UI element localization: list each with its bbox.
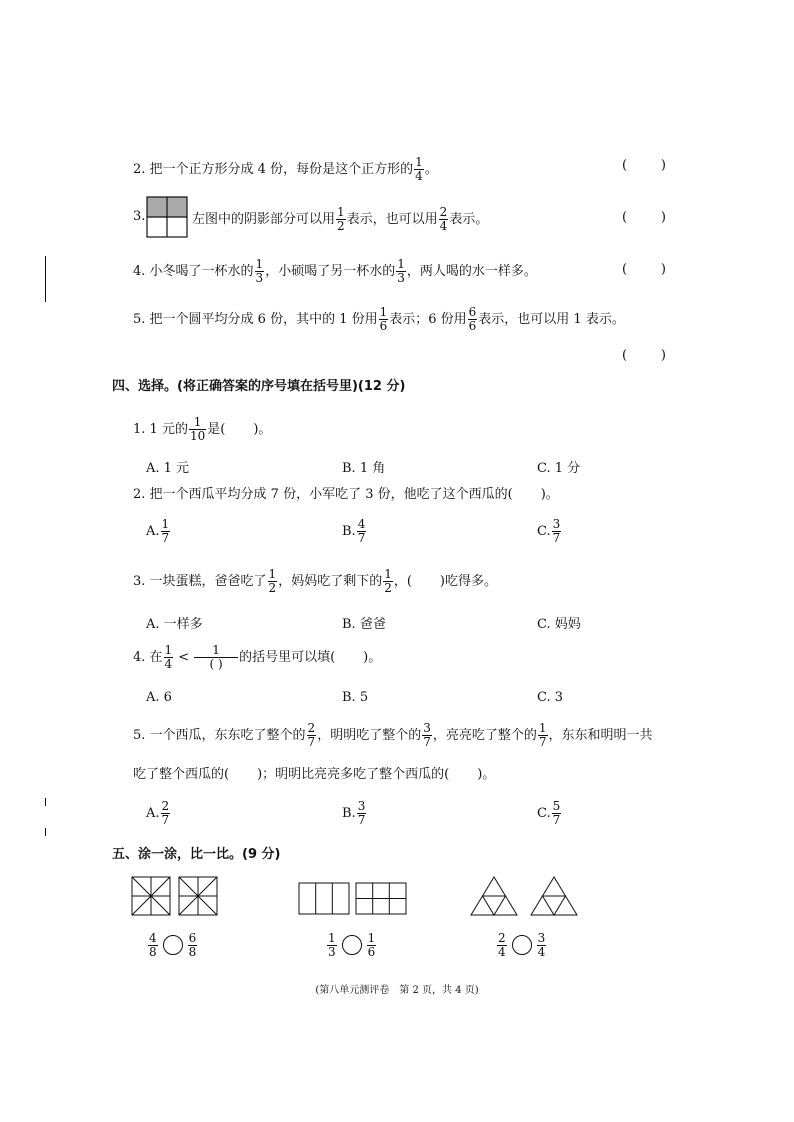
page-footer: (第八单元测评卷 第 2 页，共 4 页) <box>315 985 479 996</box>
option-a[interactable]: A. 6 <box>146 690 172 705</box>
answer-parens[interactable]: ( ) <box>622 348 666 363</box>
section-heading-paint: 五、涂一涂，比一比。(9 分) <box>112 847 281 862</box>
judge-question-3: 3. <box>133 209 146 224</box>
option-b[interactable]: B. 1 角 <box>342 461 386 476</box>
option-b[interactable]: B. $\frac{4}{7}$ <box>342 517 366 545</box>
fraction: $\frac{1}{4}$ <box>164 643 173 671</box>
answer-parens[interactable]: ( ) <box>622 158 666 173</box>
fraction: $\frac{1}{( )}$ <box>194 644 238 670</box>
option-b[interactable]: B. $\frac{3}{7}$ <box>342 799 366 827</box>
judge-question-2: 2. 把一个正方形分成 4 份，每份是这个正方形的 $\frac{1}{4}$ 。 <box>133 155 438 183</box>
option-c[interactable]: C. 妈妈 <box>537 617 581 632</box>
shaded-square-figure <box>146 196 188 238</box>
fraction: $\frac{3}{7}$ <box>423 721 431 749</box>
triangle-quarters-figures[interactable] <box>470 876 580 916</box>
comparison-2: $\frac{1}{3}$ $\frac{1}{6}$ <box>328 931 376 959</box>
option-b[interactable]: B. 5 <box>342 690 369 705</box>
option-b[interactable]: B. 爸爸 <box>342 617 386 632</box>
compare-circle[interactable] <box>512 935 532 955</box>
option-c[interactable]: C. 3 <box>537 690 564 705</box>
option-a[interactable]: A. 1 元 <box>146 461 190 476</box>
choice-question-4: 4. 在 $\frac{1}{4}$ < $\frac{1}{( )}$ 的括号里可以填( )。 <box>133 643 382 671</box>
fraction: $\frac{1}{6}$ <box>379 305 388 333</box>
choice-question-5-line-2: 吃了整个西瓜的( )；明明比亮亮多吃了整个西瓜的( )。 <box>133 767 496 782</box>
option-a[interactable]: A. 一样多 <box>146 617 203 632</box>
judge-question-5: 5. 把一个圆平均分成 6 份，其中的 1 份用 $\frac{1}{6}$ 表示；6 份用 $\frac{6}{6}$ 表示，也可以用 1 表示。 <box>133 305 625 333</box>
square-eighths-figures[interactable] <box>131 876 219 916</box>
judge-question-4: 4. 小冬喝了一杯水的 $\frac{1}{3}$ ，小硕喝了另一杯水的 $\frac{1}{3}$ ，两人喝的水一样多。 <box>133 257 537 285</box>
fraction: $\frac{1}{2}$ <box>268 567 277 595</box>
choice-question-2: 2. 把一个西瓜平均分成 7 份，小军吃了 3 份，他吃了这个西瓜的( )。 <box>133 487 559 502</box>
option-a[interactable]: A. $\frac{2}{7}$ <box>146 799 170 827</box>
comparison-3: $\frac{2}{4}$ $\frac{3}{4}$ <box>498 931 546 959</box>
answer-parens[interactable]: ( ) <box>622 210 666 225</box>
margin-mark <box>45 256 46 302</box>
answer-parens[interactable]: ( ) <box>622 262 666 277</box>
compare-circle[interactable] <box>342 935 362 955</box>
fraction: $\frac{1}{7}$ <box>538 721 547 749</box>
option-c[interactable]: C. $\frac{5}{7}$ <box>537 799 561 827</box>
rectangle-thirds-sixths-figures[interactable] <box>298 882 408 916</box>
fraction: $\frac{2}{4}$ <box>439 205 448 233</box>
margin-mark <box>45 798 46 806</box>
fraction: $\frac{1}{4}$ <box>415 155 423 183</box>
section-heading-choice: 四、选择。(将正确答案的序号填在括号里)(12 分) <box>112 379 406 394</box>
choice-question-3: 3. 一块蛋糕，爸爸吃了 $\frac{1}{2}$ ，妈妈吃了剩下的 $\frac{1}{2}$ ，( )吃得多。 <box>133 567 497 595</box>
fraction: $\frac{1}{3}$ <box>255 257 264 285</box>
margin-mark <box>45 828 46 836</box>
fraction: $\frac{1}{3}$ <box>397 257 405 285</box>
fraction: $\frac{1}{2}$ <box>384 567 392 595</box>
choice-question-1: 1. 1 元的 $\frac{1}{10}$ 是( )。 <box>133 415 272 443</box>
fraction: $\frac{2}{7}$ <box>307 721 316 749</box>
fraction: $\frac{6}{6}$ <box>468 305 477 333</box>
option-a[interactable]: A. $\frac{1}{7}$ <box>146 517 170 545</box>
fraction: $\frac{1}{10}$ <box>189 415 206 443</box>
compare-circle[interactable] <box>163 935 183 955</box>
choice-question-5: 5. 一个西瓜，东东吃了整个的 $\frac{2}{7}$ ，明明吃了整个的 $\frac{3}{7}$ ，亮亮吃了整个的 $\frac{1}{7}$ ，东东和明明一共 <box>133 721 653 749</box>
option-c[interactable]: C. $\frac{3}{7}$ <box>537 517 561 545</box>
option-c[interactable]: C. 1 分 <box>537 461 581 476</box>
fraction: $\frac{1}{2}$ <box>337 205 345 233</box>
comparison-1: $\frac{4}{8}$ $\frac{6}{8}$ <box>149 931 197 959</box>
